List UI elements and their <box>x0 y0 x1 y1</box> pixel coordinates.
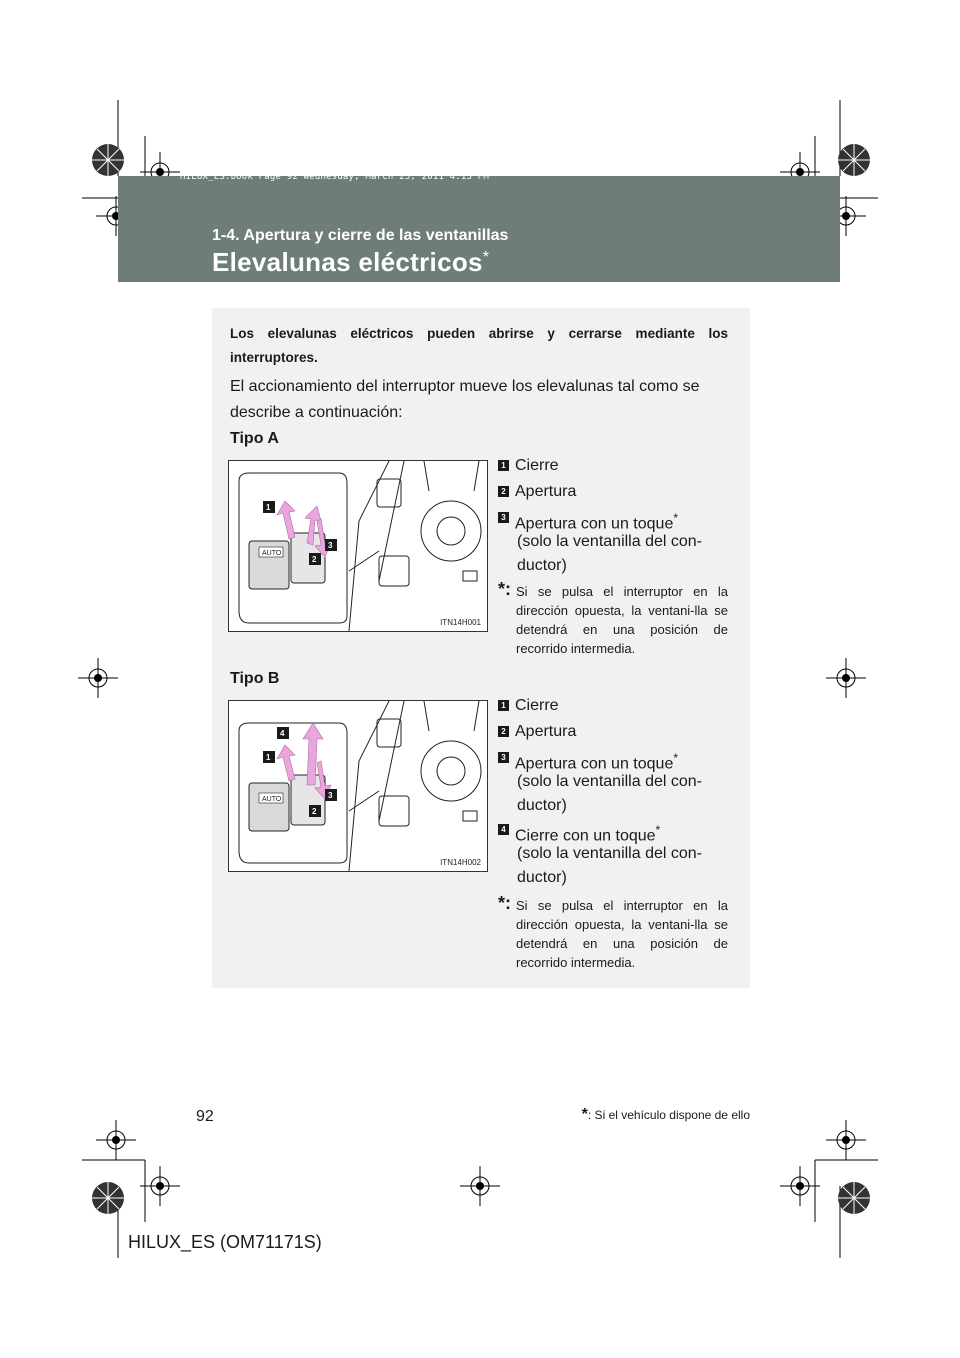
optional-mark: * <box>655 823 661 837</box>
auto-label: AUTO <box>262 796 282 803</box>
callout-3: 3 <box>328 541 333 550</box>
item-label: Cierre <box>515 697 559 714</box>
number-badge: 4 <box>498 824 509 835</box>
optional-mark: * <box>673 751 679 765</box>
item-label-text: Cierre con un toque <box>515 827 656 845</box>
crosshair-icon <box>140 1166 180 1206</box>
callout-2: 2 <box>312 555 317 564</box>
type-a-heading: Tipo A <box>230 430 279 447</box>
optional-equipment-mark: * <box>482 249 490 266</box>
item-label: Apertura <box>515 483 577 500</box>
type-b-item-3-sub <box>517 770 728 818</box>
sub-line-2: ductor) <box>517 869 567 886</box>
switch-illustration-a <box>229 461 487 631</box>
intro-bold-line2: interruptores. <box>230 350 318 365</box>
type-a-note <box>498 579 728 658</box>
number-badge: 2 <box>498 486 509 497</box>
type-a-item-1 <box>498 454 559 478</box>
sub-line-1: (solo la ventanilla del con- <box>517 845 702 862</box>
number-badge: 3 <box>498 752 509 763</box>
item-label: Cierre <box>515 457 559 474</box>
callout-4: 4 <box>280 729 285 738</box>
footnote-text: : Si el vehículo dispone de ello <box>587 1108 750 1122</box>
type-b-figure <box>228 700 488 872</box>
figure-code: ITN14H002 <box>440 858 481 867</box>
intro-bold-line1: Los elevalunas eléctricos pueden abrirse y cerrarse mediante los <box>230 326 728 341</box>
registration-mark-icon <box>88 1178 128 1218</box>
intro-text: El accionamiento del interruptor mueve los elevalunas tal como se describe a continuación: <box>230 378 700 421</box>
sub-line-1: (solo la ventanilla del con- <box>517 533 702 550</box>
sub-line-2: ductor) <box>517 557 567 574</box>
registration-mark-icon <box>834 140 874 180</box>
section-label: 1-4. Apertura y cierre de las ventanillas <box>212 227 509 244</box>
sub-line-2: ductor) <box>517 797 567 814</box>
crosshair-icon <box>780 1166 820 1206</box>
crosshair-icon <box>460 1166 500 1206</box>
item-label-text: Apertura con un toque <box>515 515 674 533</box>
optional-mark: * <box>673 511 679 525</box>
note-mark: *: <box>498 579 511 599</box>
page-title-text: Elevalunas eléctricos <box>212 247 483 277</box>
sub-line-1: (solo la ventanilla del con- <box>517 773 702 790</box>
number-badge: 3 <box>498 512 509 523</box>
page-title <box>212 247 489 278</box>
book-stamp: HILUX_ES.book Page 92 Wednesday, March 23, 2011 4:15 PM <box>180 172 490 182</box>
callout-1: 1 <box>266 753 271 762</box>
type-a-item-3-sub <box>517 530 728 578</box>
type-b-note <box>498 893 728 972</box>
number-badge: 2 <box>498 726 509 737</box>
switch-illustration-b <box>229 701 487 871</box>
item-label-text: Apertura con un toque <box>515 755 674 773</box>
intro-bold <box>230 322 728 370</box>
item-label: Apertura <box>515 723 577 740</box>
type-b-item-2 <box>498 720 576 744</box>
page-number: 92 <box>196 1108 214 1125</box>
crosshair-icon <box>96 1120 136 1160</box>
crosshair-icon <box>826 1120 866 1160</box>
type-a-figure <box>228 460 488 632</box>
callout-1: 1 <box>266 503 271 512</box>
note-text: Si se pulsa el interruptor en la dirección opuesta, la ventani-lla se detendrá en una posición de recorrido intermedia. <box>516 898 728 970</box>
callout-2: 2 <box>312 807 317 816</box>
number-badge: 1 <box>498 460 509 471</box>
figure-code: ITN14H001 <box>440 618 481 627</box>
callout-3: 3 <box>328 791 333 800</box>
registration-mark-icon <box>834 1178 874 1218</box>
footnote-mark: * <box>581 1106 588 1123</box>
manual-code: HILUX_ES (OM71171S) <box>128 1232 322 1252</box>
number-badge: 1 <box>498 700 509 711</box>
type-b-item-4-sub <box>517 842 728 890</box>
type-b-heading: Tipo B <box>230 670 280 687</box>
footnote <box>496 1106 750 1124</box>
registration-mark-icon <box>88 140 128 180</box>
note-mark: *: <box>498 893 511 913</box>
auto-label: AUTO <box>262 550 282 557</box>
crosshair-icon <box>78 658 118 698</box>
type-b-item-1 <box>498 694 559 718</box>
type-a-item-2 <box>498 480 576 504</box>
note-text: Si se pulsa el interruptor en la dirección opuesta, la ventani-lla se detendrá en una posición de recorrido intermedia. <box>516 584 728 656</box>
crosshair-icon <box>826 658 866 698</box>
